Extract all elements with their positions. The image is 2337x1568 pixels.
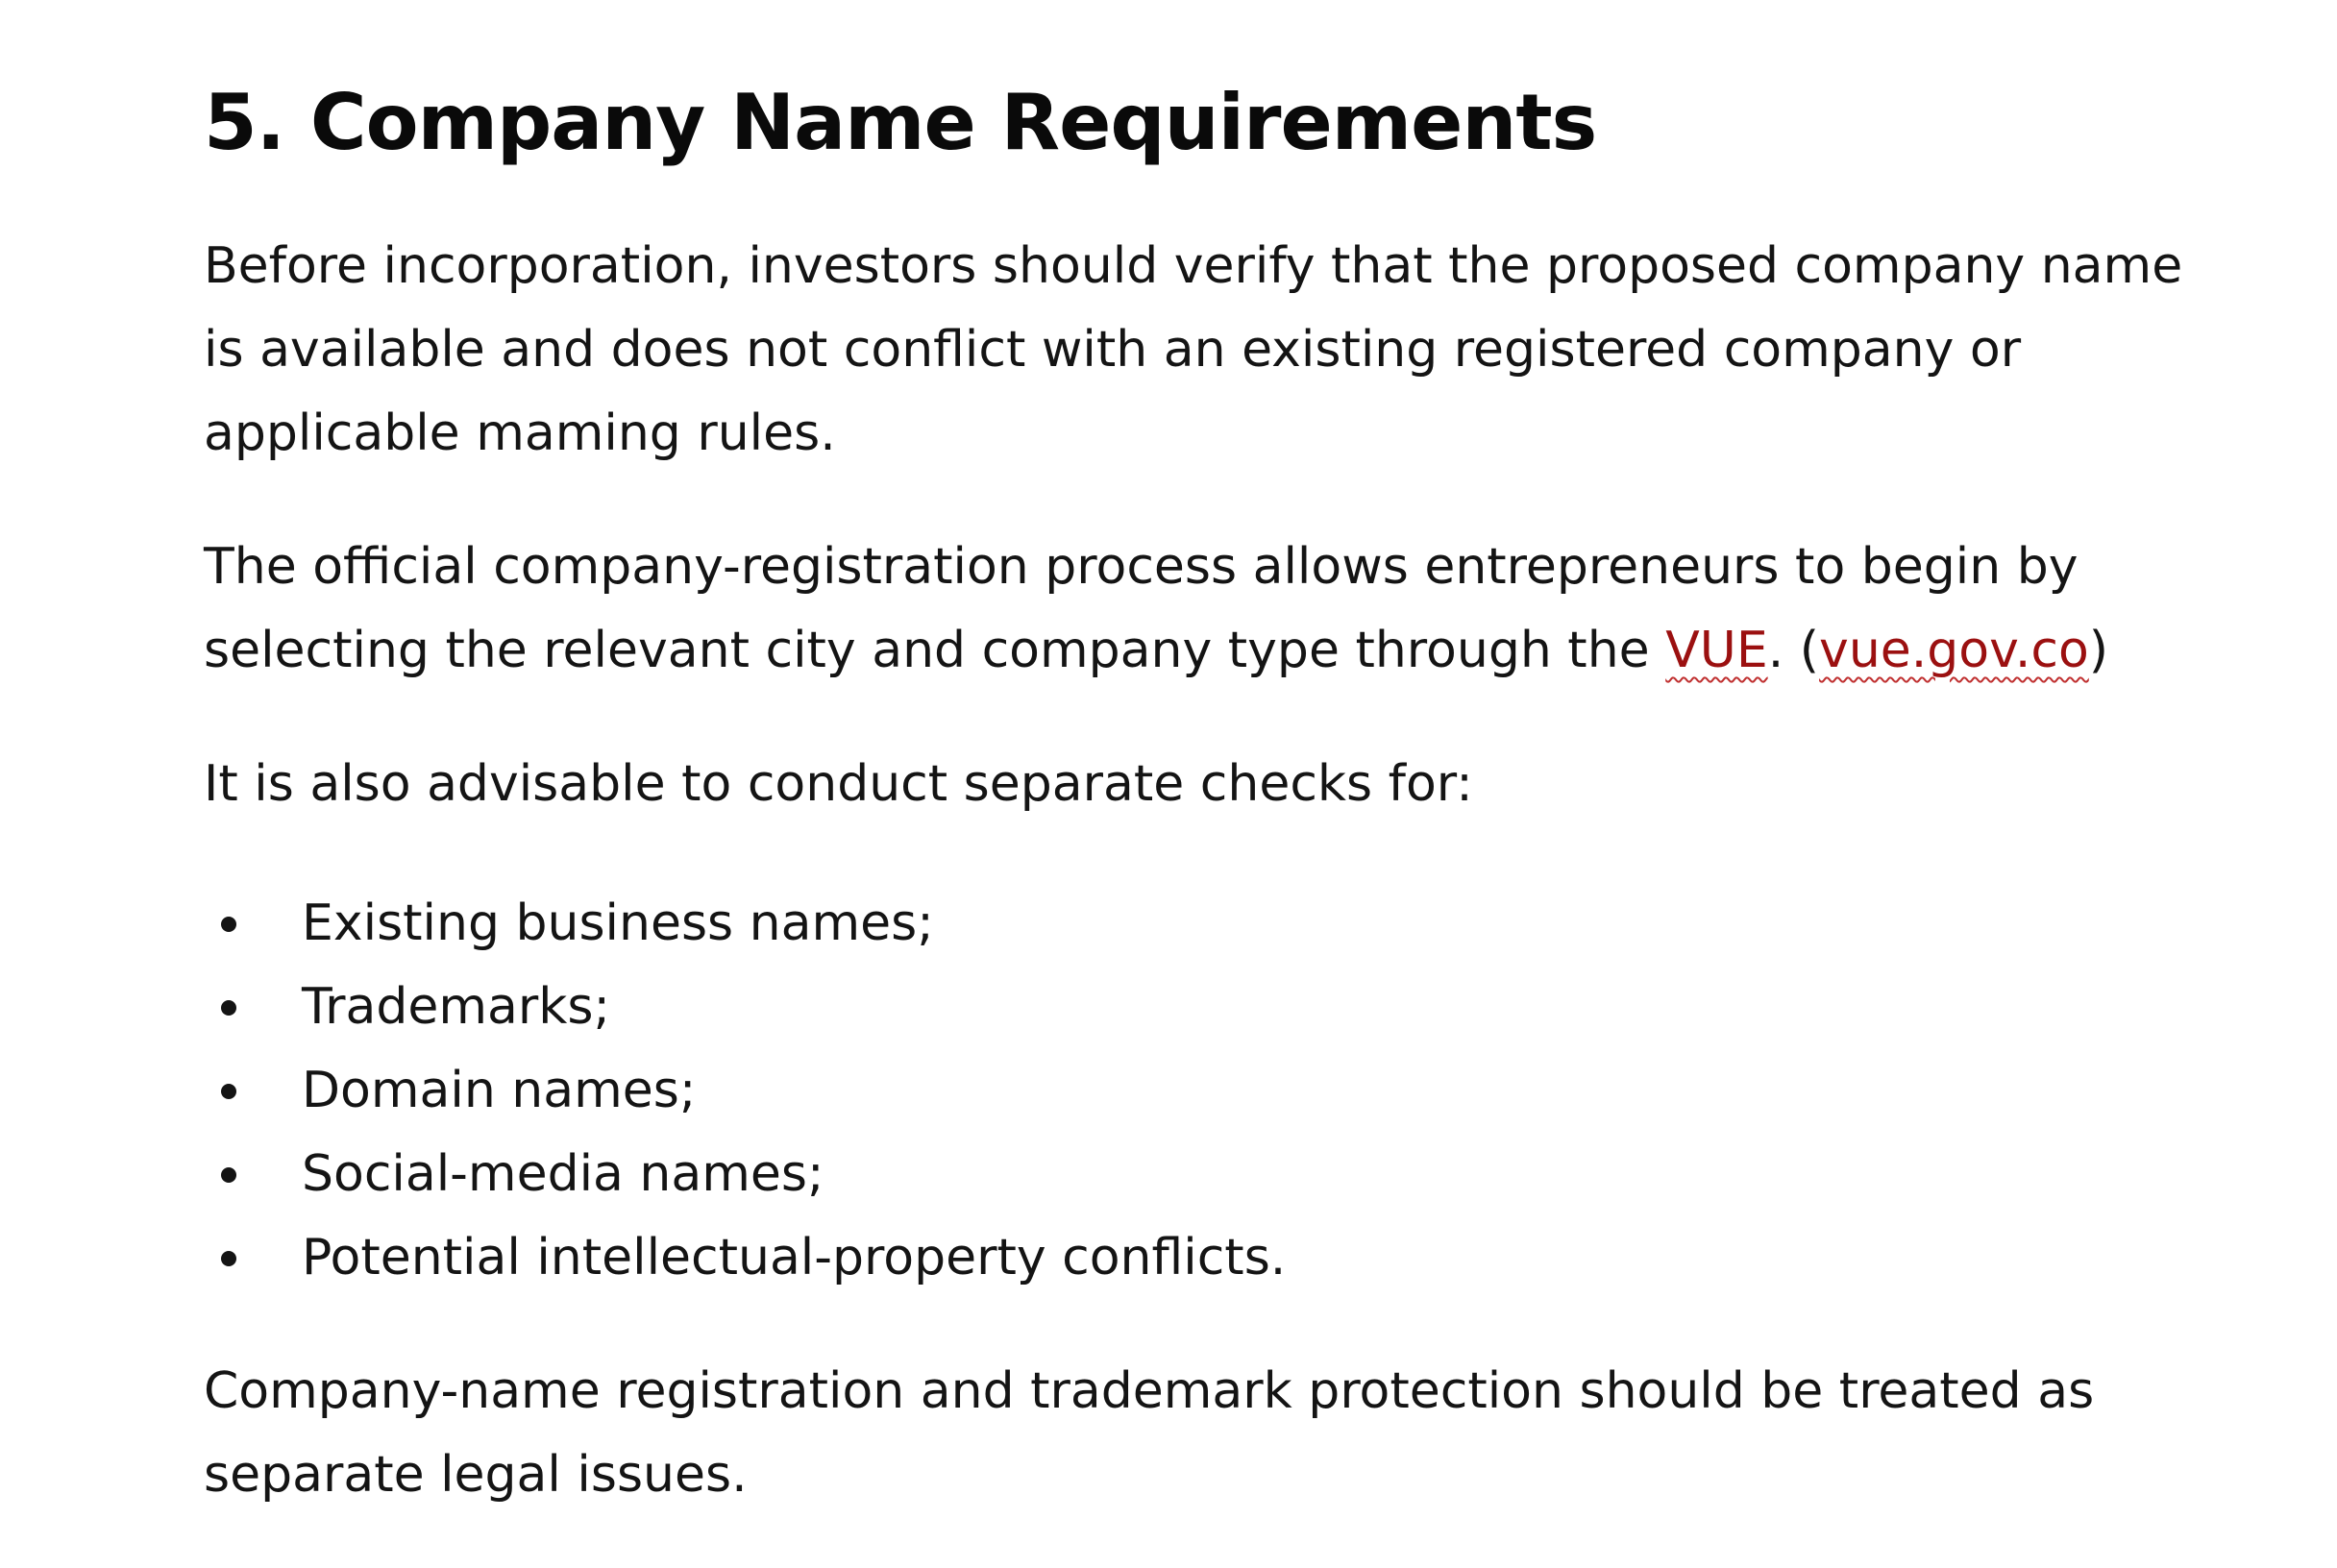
- bullet-icon: [221, 917, 236, 932]
- list-item-text: Social-media names;: [302, 1145, 824, 1203]
- bullet-icon: [221, 1251, 236, 1266]
- bullet-icon: [221, 1167, 236, 1183]
- paragraph-registration-process: [204, 526, 2202, 693]
- vue-url-link[interactable]: vue.gov.co: [1819, 622, 2089, 679]
- paragraph-checks-intro: It is also advisable to conduct separate checks for:: [204, 755, 1473, 813]
- list-item-text: Existing business names;: [302, 894, 934, 952]
- list-item-text: Potential intellectual-property conflicts.: [302, 1229, 1287, 1286]
- list-item: [204, 882, 2222, 966]
- link-separator: . (: [1767, 622, 1820, 679]
- bullet-icon: [221, 1084, 236, 1099]
- section-heading: 5. Company Name Requirements: [204, 78, 1597, 167]
- paragraph-text: The official company-registration process allows entrepreneurs to begin by selecting the relevant city and company type through the: [204, 538, 2079, 679]
- list-item: [204, 1216, 2222, 1300]
- vue-link[interactable]: VUE: [1665, 622, 1768, 679]
- list-item: [204, 1133, 2222, 1216]
- paragraph-name-availability: Before incorporation, investors should verify that the proposed company name is available and does not conflict with an existing registered company or applicable maming rules.: [204, 237, 2183, 462]
- paragraph-separate-issues: Company-name registration and trademark protection should be treated as separate legal issues.: [204, 1362, 2095, 1504]
- closing-paren: ): [2088, 622, 2109, 679]
- section-content: [204, 75, 2222, 1517]
- list-item-text: Trademarks;: [302, 978, 610, 1036]
- bullet-icon: [221, 1000, 236, 1016]
- list-item-text: Domain names;: [302, 1062, 697, 1119]
- list-item: [204, 1049, 2222, 1133]
- checks-list: [204, 882, 2222, 1300]
- list-item: [204, 966, 2222, 1049]
